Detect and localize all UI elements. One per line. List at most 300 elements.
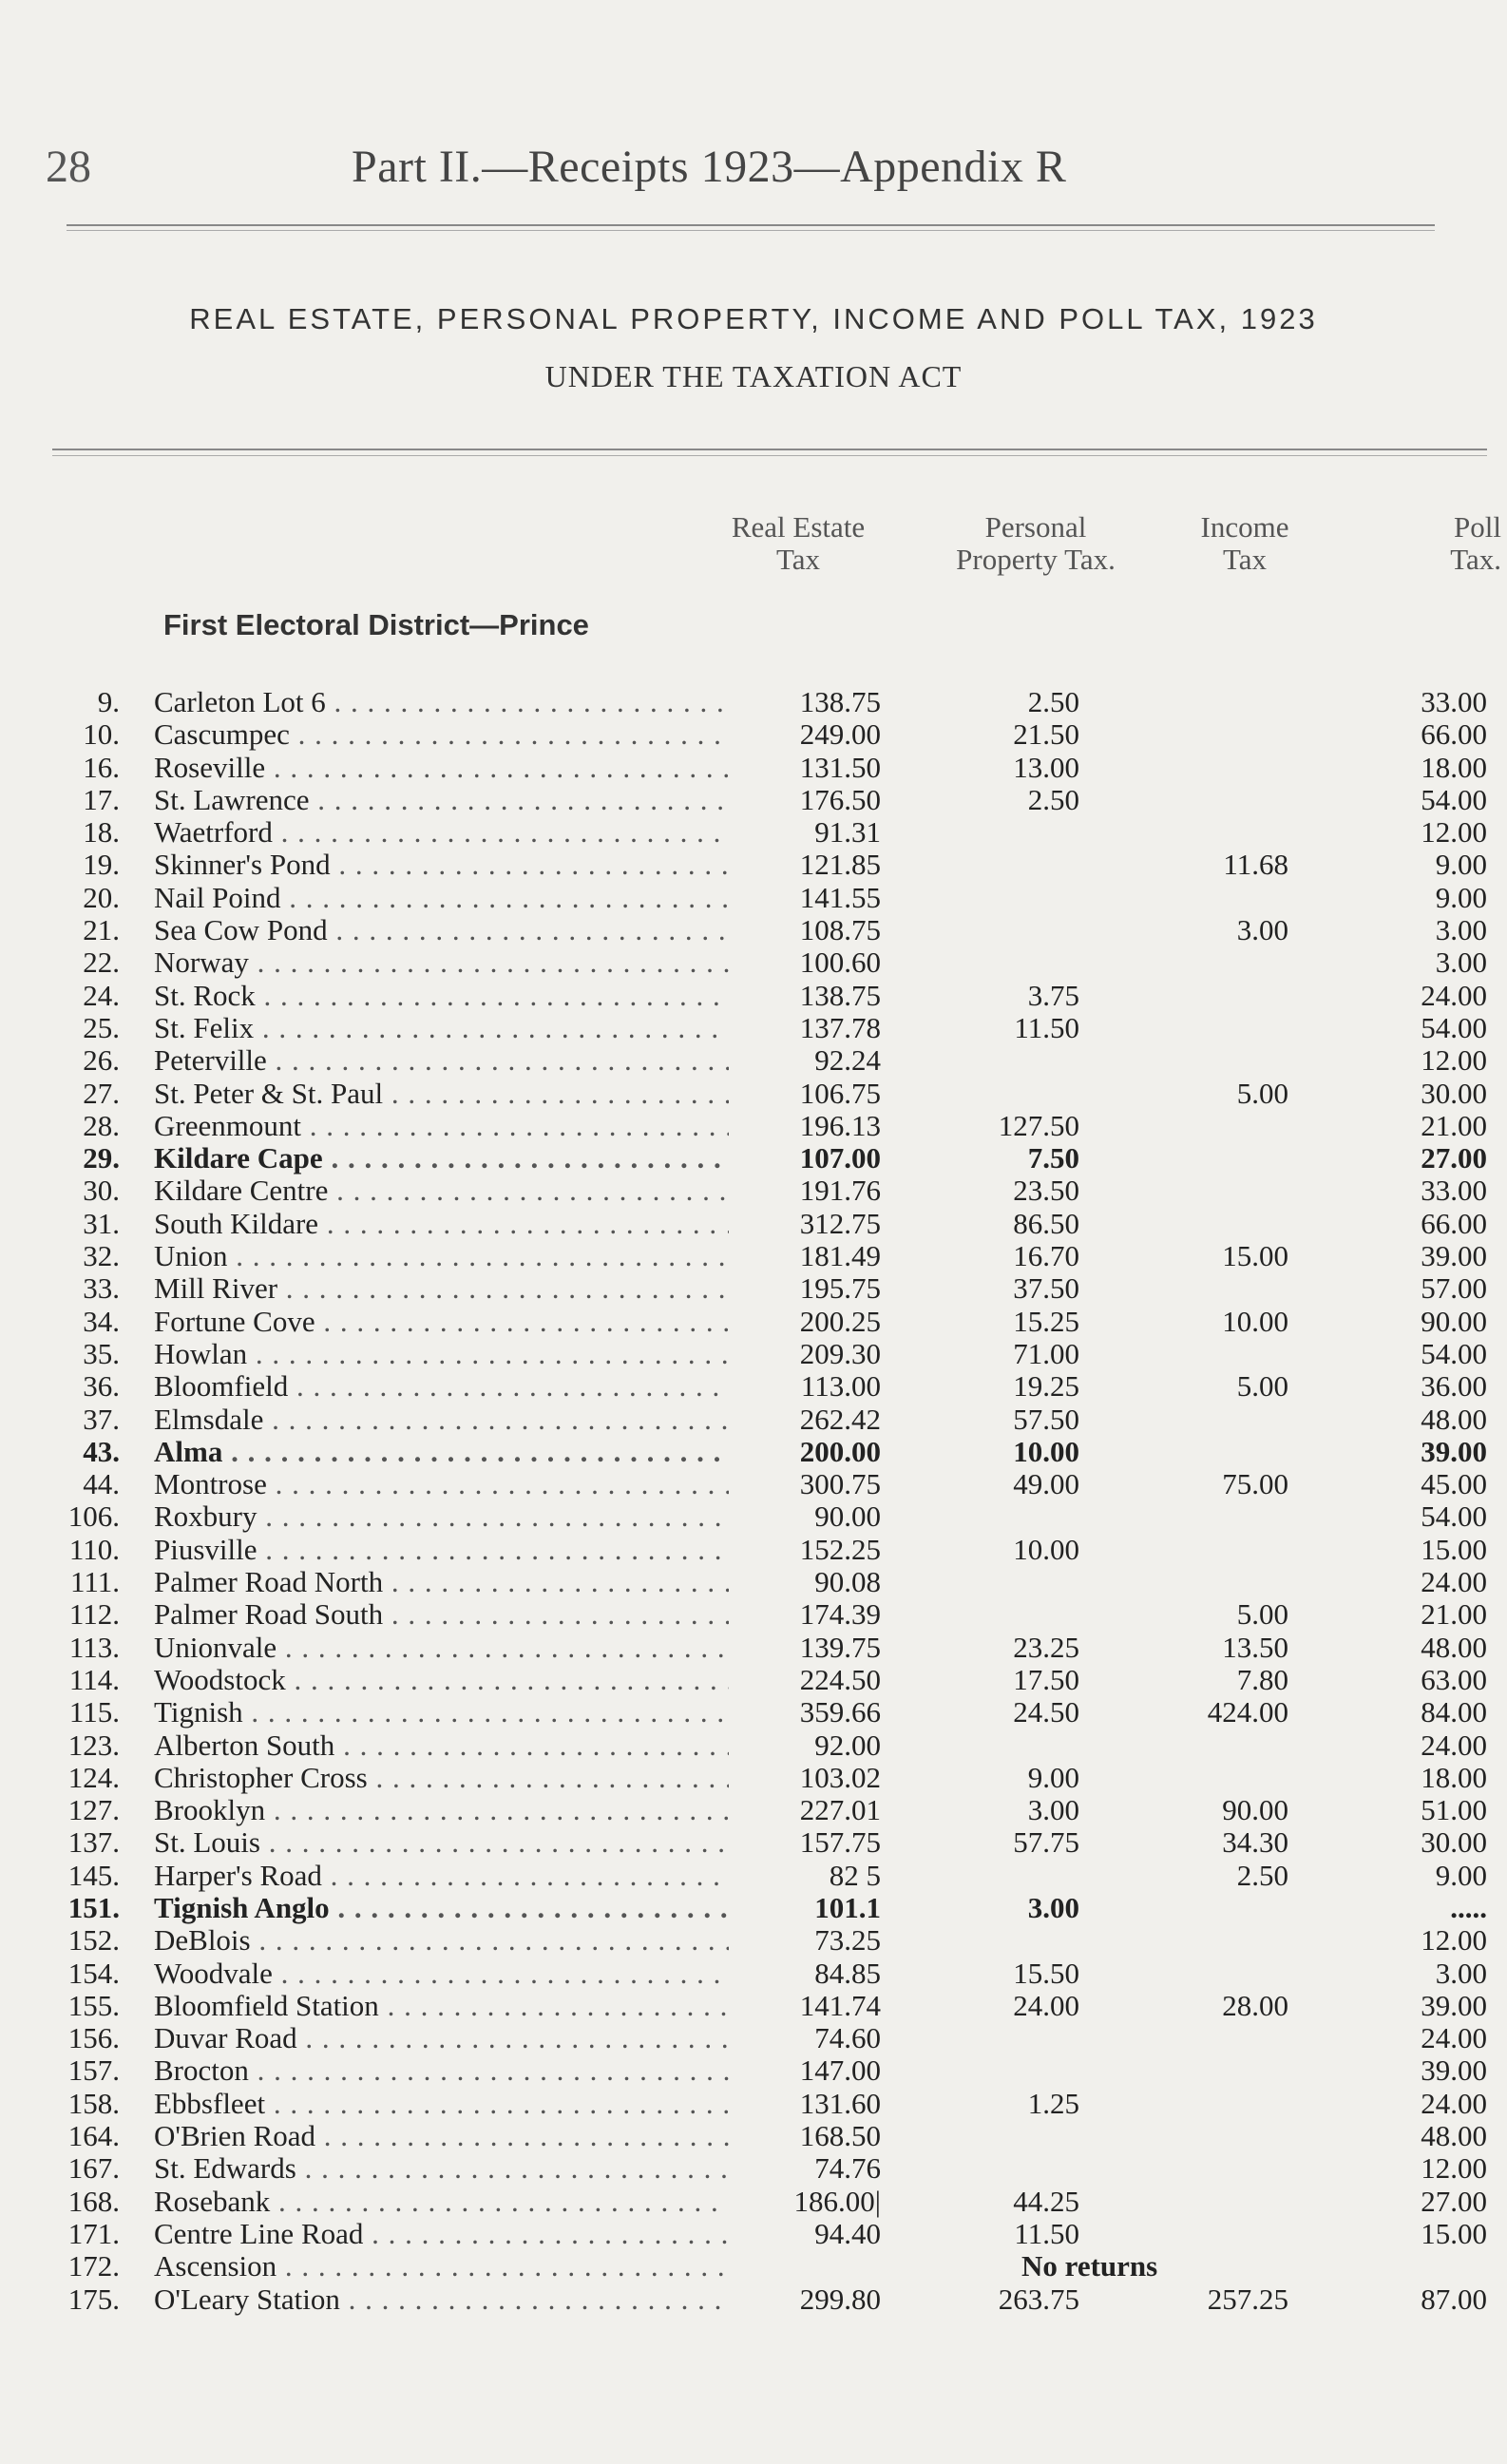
district-name: Cascumpec . . .	[154, 718, 729, 751]
real-estate-tax: 174.39	[799, 1597, 881, 1632]
row-number: 113.	[68, 1630, 120, 1664]
row-number: 36.	[83, 1369, 120, 1404]
table-row	[0, 2022, 1507, 2054]
poll-tax: 54.00	[1421, 782, 1487, 816]
row-number: 20.	[83, 880, 120, 914]
real-estate-tax: 73.25	[814, 1923, 881, 1958]
poll-tax: 54.00	[1421, 1010, 1487, 1044]
row-note: No returns	[1021, 2249, 1158, 2283]
table-row	[0, 946, 1507, 979]
row-number: 156.	[67, 2021, 120, 2055]
personal-property-tax: 37.50	[1013, 1271, 1079, 1306]
income-tax: 13.50	[1222, 1630, 1288, 1664]
row-number: 171.	[67, 2216, 120, 2250]
real-estate-tax: 103.02	[799, 1760, 881, 1794]
table-row	[0, 1110, 1507, 1142]
district-name: Brocton . . .	[154, 2054, 729, 2087]
poll-tax: 27.00	[1421, 2184, 1487, 2218]
real-estate-tax: 312.75	[799, 1206, 881, 1240]
real-estate-tax: 141.74	[799, 1988, 881, 2022]
district-name: Roxbury . . .	[154, 1500, 729, 1533]
personal-property-tax: 57.50	[1013, 1402, 1079, 1436]
section-rule-thin	[52, 455, 1487, 456]
personal-property-tax: 19.25	[1013, 1369, 1079, 1404]
poll-tax: .....	[1450, 1890, 1487, 1924]
personal-property-tax: 21.50	[1013, 717, 1079, 752]
real-estate-tax: 152.25	[799, 1532, 881, 1566]
column-header-line2: Property Tax.	[956, 543, 1116, 576]
column-header-line1: Poll	[1454, 510, 1501, 544]
district-name: Alma . . .	[154, 1436, 729, 1468]
row-number: 19.	[83, 848, 120, 882]
poll-tax: 3.00	[1435, 945, 1487, 980]
real-estate-tax: 113.00	[800, 1369, 881, 1404]
real-estate-tax: 200.00	[799, 1434, 881, 1468]
row-number: 31.	[83, 1206, 120, 1240]
poll-tax: 48.00	[1421, 2119, 1487, 2153]
district-name: Carleton Lot 6 . . .	[154, 686, 729, 718]
table-row	[0, 2088, 1507, 2120]
district-name: Brooklyn . . .	[154, 1794, 729, 1826]
real-estate-tax: 131.60	[799, 2086, 881, 2120]
table-row	[0, 1762, 1507, 1794]
row-number: 10.	[83, 717, 120, 752]
real-estate-tax: 186.00|	[793, 2184, 881, 2218]
real-estate-tax: 227.01	[799, 1793, 881, 1827]
poll-tax: 84.00	[1421, 1695, 1487, 1729]
poll-tax: 30.00	[1421, 1076, 1487, 1110]
section-rule	[52, 449, 1487, 450]
row-number: 28.	[83, 1108, 120, 1142]
personal-property-tax: 10.00	[1013, 1532, 1079, 1566]
personal-property-tax: 15.50	[1013, 1956, 1079, 1990]
row-number: 112.	[68, 1597, 120, 1632]
row-number: 9.	[97, 685, 120, 718]
row-number: 29.	[83, 1141, 120, 1175]
row-number: 164.	[67, 2119, 120, 2153]
poll-tax: 27.00	[1421, 1141, 1487, 1175]
district-name: Harper's Road . . .	[154, 1860, 729, 1892]
header-rule	[67, 224, 1435, 226]
row-number: 106.	[67, 1499, 120, 1534]
poll-tax: 48.00	[1421, 1402, 1487, 1436]
table-row	[0, 2186, 1507, 2218]
table-row	[0, 1566, 1507, 1598]
table-row	[0, 1468, 1507, 1500]
table-row	[0, 2283, 1507, 2316]
personal-property-tax: 17.50	[1013, 1662, 1079, 1696]
row-number: 25.	[83, 1010, 120, 1044]
column-header-income	[1159, 511, 1330, 576]
table-row	[0, 2218, 1507, 2250]
real-estate-tax: 195.75	[799, 1271, 881, 1306]
table-row	[0, 1306, 1507, 1338]
poll-tax: 12.00	[1421, 815, 1487, 850]
row-number: 155.	[67, 1988, 120, 2022]
column-header-line1: Personal	[984, 510, 1087, 544]
table-row	[0, 2152, 1507, 2185]
district-name: Bloomfield . . .	[154, 1370, 729, 1403]
district-name: Elmsdale . . .	[154, 1404, 729, 1436]
district-name: Union . . .	[154, 1240, 729, 1272]
table-row	[0, 1990, 1507, 2022]
poll-tax: 90.00	[1421, 1304, 1487, 1338]
row-number: 154.	[67, 1956, 120, 1990]
real-estate-tax: 196.13	[799, 1108, 881, 1142]
table-row	[0, 816, 1507, 849]
real-estate-tax: 141.55	[799, 880, 881, 914]
row-number: 26.	[83, 1043, 120, 1078]
row-number: 115.	[68, 1695, 120, 1729]
district-name: Palmer Road South . . .	[154, 1598, 729, 1631]
column-header-real-estate	[679, 511, 917, 576]
district-name: St. Felix . . .	[154, 1012, 729, 1044]
real-estate-tax: 300.75	[799, 1467, 881, 1501]
table-row	[0, 882, 1507, 914]
row-number: 18.	[83, 815, 120, 850]
real-estate-tax: 107.00	[799, 1141, 881, 1175]
personal-property-tax: 127.50	[998, 1108, 1079, 1142]
row-number: 145.	[67, 1858, 120, 1892]
poll-tax: 18.00	[1421, 750, 1487, 784]
row-number: 152.	[67, 1923, 120, 1958]
poll-tax: 39.00	[1421, 1988, 1487, 2022]
table-row	[0, 784, 1507, 816]
personal-property-tax: 7.50	[1027, 1141, 1079, 1175]
district-name: Ascension . . .	[154, 2250, 729, 2283]
income-tax: 3.00	[1236, 913, 1288, 947]
personal-property-tax: 1.25	[1027, 2086, 1079, 2120]
district-name: Skinner's Pond . . .	[154, 849, 729, 881]
row-number: 175.	[67, 2282, 120, 2316]
table-row	[0, 1826, 1507, 1859]
real-estate-tax: 147.00	[799, 2053, 881, 2088]
district-name: St. Lawrence . . .	[154, 784, 729, 816]
real-estate-tax: 92.24	[814, 1043, 881, 1078]
row-number: 30.	[83, 1174, 120, 1208]
poll-tax: 12.00	[1421, 1923, 1487, 1958]
real-estate-tax: 138.75	[799, 685, 881, 718]
income-tax: 34.30	[1222, 1825, 1288, 1860]
table-row	[0, 1598, 1507, 1631]
real-estate-tax: 138.75	[799, 978, 881, 1012]
personal-property-tax: 13.00	[1013, 750, 1079, 784]
poll-tax: 9.00	[1435, 880, 1487, 914]
real-estate-tax: 121.85	[799, 848, 881, 882]
row-number: 34.	[83, 1304, 120, 1338]
table-row	[0, 1534, 1507, 1566]
table-row	[0, 1892, 1507, 1924]
income-tax: 5.00	[1236, 1369, 1288, 1404]
poll-tax: 39.00	[1421, 1239, 1487, 1273]
poll-tax: 3.00	[1435, 1956, 1487, 1990]
real-estate-tax: 209.30	[799, 1336, 881, 1370]
poll-tax: 36.00	[1421, 1369, 1487, 1404]
district-name: Nail Poind . . .	[154, 882, 729, 914]
personal-property-tax: 86.50	[1013, 1206, 1079, 1240]
poll-tax: 87.00	[1421, 2282, 1487, 2316]
table-row	[0, 1175, 1507, 1207]
district-name: Woodvale . . .	[154, 1958, 729, 1990]
table-row	[0, 1338, 1507, 1370]
poll-tax: 54.00	[1421, 1499, 1487, 1534]
real-estate-tax: 137.78	[799, 1010, 881, 1044]
row-number: 127.	[67, 1793, 120, 1827]
row-number: 111.	[70, 1565, 120, 1599]
real-estate-tax: 74.76	[814, 2151, 881, 2186]
district-name: South Kildare . . .	[154, 1208, 729, 1240]
table-row	[0, 1924, 1507, 1957]
column-header-personal-property	[898, 511, 1173, 576]
district-name: Peterville . . .	[154, 1044, 729, 1077]
district-name: O'Leary Station . . .	[154, 2283, 729, 2316]
real-estate-tax: 91.31	[814, 815, 881, 850]
table-row	[0, 2120, 1507, 2152]
table-row	[0, 718, 1507, 751]
table-row	[0, 1272, 1507, 1305]
personal-property-tax: 15.25	[1013, 1304, 1079, 1338]
row-number: 37.	[83, 1402, 120, 1436]
row-number: 151.	[67, 1890, 120, 1924]
row-number: 24.	[83, 978, 120, 1012]
income-tax: 15.00	[1222, 1239, 1288, 1273]
table-row	[0, 1370, 1507, 1403]
personal-property-tax: 57.75	[1013, 1825, 1079, 1860]
district-name: St. Louis . . .	[154, 1826, 729, 1859]
real-estate-tax: 82 5	[829, 1858, 881, 1892]
district-name: Fortune Cove . . .	[154, 1306, 729, 1338]
personal-property-tax: 2.50	[1027, 685, 1079, 718]
real-estate-tax: 299.80	[799, 2282, 881, 2316]
table-row	[0, 1240, 1507, 1272]
poll-tax: 21.00	[1421, 1108, 1487, 1142]
section-subtitle: UNDER THE TAXATION ACT	[544, 359, 963, 393]
district-name: O'Brien Road . . .	[154, 2120, 729, 2152]
tax-table	[0, 686, 1507, 2316]
real-estate-tax: 101.1	[814, 1890, 881, 1924]
district-name: Tignish Anglo . . .	[154, 1892, 729, 1924]
column-header-line1: Real Estate	[731, 510, 866, 544]
district-name: Kildare Centre . . .	[154, 1175, 729, 1207]
real-estate-tax: 181.49	[799, 1239, 881, 1273]
real-estate-tax: 249.00	[799, 717, 881, 752]
district-name: St. Edwards . . .	[154, 2152, 729, 2185]
real-estate-tax: 100.60	[799, 945, 881, 980]
district-name: Ebbsfleet . . .	[154, 2088, 729, 2120]
row-number: 44.	[83, 1467, 120, 1501]
table-row	[0, 1044, 1507, 1077]
income-tax: 7.80	[1236, 1662, 1288, 1696]
district-name: Piusville . . .	[154, 1534, 729, 1566]
poll-tax: 63.00	[1421, 1662, 1487, 1696]
income-tax: 2.50	[1236, 1858, 1288, 1892]
row-number: 43.	[83, 1434, 120, 1468]
table-row	[0, 980, 1507, 1012]
real-estate-tax: 106.75	[799, 1076, 881, 1110]
income-tax: 10.00	[1222, 1304, 1288, 1338]
table-row	[0, 1860, 1507, 1892]
personal-property-tax: 71.00	[1013, 1336, 1079, 1370]
poll-tax: 24.00	[1421, 978, 1487, 1012]
poll-tax: 66.00	[1421, 717, 1487, 752]
poll-tax: 24.00	[1421, 2021, 1487, 2055]
district-name: DeBlois . . .	[154, 1924, 729, 1957]
district-name: Christopher Cross . . .	[154, 1762, 729, 1794]
income-tax: 75.00	[1222, 1467, 1288, 1501]
district-name: Howlan . . .	[154, 1338, 729, 1370]
row-number: 114.	[68, 1662, 120, 1696]
row-number: 21.	[83, 913, 120, 947]
real-estate-tax: 262.42	[799, 1402, 881, 1436]
district-name: Tignish . . .	[154, 1696, 729, 1729]
table-row	[0, 1208, 1507, 1240]
row-number: 172.	[67, 2249, 120, 2283]
real-estate-tax: 224.50	[799, 1662, 881, 1696]
poll-tax: 12.00	[1421, 1043, 1487, 1078]
personal-property-tax: 49.00	[1013, 1467, 1079, 1501]
page-number: 28	[46, 142, 91, 192]
poll-tax: 15.00	[1421, 1532, 1487, 1566]
column-header-line2: Tax.	[1450, 543, 1501, 576]
row-number: 123.	[67, 1728, 120, 1762]
column-header-line2: Tax	[775, 543, 821, 576]
income-tax: 424.00	[1207, 1695, 1288, 1729]
row-number: 137.	[67, 1825, 120, 1860]
row-number: 35.	[83, 1336, 120, 1370]
table-row	[0, 1500, 1507, 1533]
personal-property-tax: 24.50	[1013, 1695, 1079, 1729]
income-tax: 11.68	[1223, 848, 1288, 882]
row-number: 32.	[83, 1239, 120, 1273]
district-name: St. Rock . . .	[154, 980, 729, 1012]
personal-property-tax: 2.50	[1027, 782, 1079, 816]
row-number: 158.	[67, 2086, 120, 2120]
income-tax: 257.25	[1207, 2282, 1288, 2316]
personal-property-tax: 3.00	[1027, 1890, 1079, 1924]
district-name: St. Peter & St. Paul . . .	[154, 1078, 729, 1110]
personal-property-tax: 16.70	[1013, 1239, 1079, 1273]
poll-tax: 51.00	[1421, 1793, 1487, 1827]
column-header-line2: Tax	[1222, 543, 1268, 576]
district-name: Duvar Road . . .	[154, 2022, 729, 2054]
poll-tax: 33.00	[1421, 1174, 1487, 1208]
table-row	[0, 1436, 1507, 1468]
district-name: Sea Cow Pond . . .	[154, 914, 729, 946]
district-name: Unionvale . . .	[154, 1632, 729, 1664]
table-row	[0, 849, 1507, 881]
poll-tax: 21.00	[1421, 1597, 1487, 1632]
district-name: Greenmount . . .	[154, 1110, 729, 1142]
poll-tax: 9.00	[1435, 1858, 1487, 1892]
poll-tax: 18.00	[1421, 1760, 1487, 1794]
district-name: Alberton South . . .	[154, 1729, 729, 1762]
table-row	[0, 914, 1507, 946]
income-tax: 90.00	[1222, 1793, 1288, 1827]
district-name: Bloomfield Station . . .	[154, 1990, 729, 2022]
row-number: 168.	[67, 2184, 120, 2218]
row-number: 124.	[67, 1760, 120, 1794]
table-row	[0, 2250, 1507, 2283]
table-row	[0, 1632, 1507, 1664]
district-name: Centre Line Road . . .	[154, 2218, 729, 2250]
personal-property-tax: 3.00	[1027, 1793, 1079, 1827]
table-row	[0, 1404, 1507, 1436]
real-estate-tax: 94.40	[814, 2216, 881, 2250]
real-estate-tax: 191.76	[799, 1174, 881, 1208]
real-estate-tax: 359.66	[799, 1695, 881, 1729]
personal-property-tax: 10.00	[1013, 1434, 1079, 1468]
row-number: 110.	[68, 1532, 120, 1566]
poll-tax: 24.00	[1421, 2086, 1487, 2120]
poll-tax: 24.00	[1421, 1728, 1487, 1762]
table-row	[0, 1664, 1507, 1696]
poll-tax: 54.00	[1421, 1336, 1487, 1370]
row-number: 17.	[83, 782, 120, 816]
column-header-poll	[1383, 511, 1501, 576]
personal-property-tax: 44.25	[1013, 2184, 1079, 2218]
real-estate-tax: 74.60	[814, 2021, 881, 2055]
district-name: Waetrford . . .	[154, 816, 729, 849]
real-estate-tax: 200.25	[799, 1304, 881, 1338]
personal-property-tax: 263.75	[998, 2282, 1079, 2316]
table-row	[0, 1696, 1507, 1729]
table-row	[0, 1012, 1507, 1044]
row-number: 16.	[83, 750, 120, 784]
poll-tax: 30.00	[1421, 1825, 1487, 1860]
real-estate-tax: 108.75	[799, 913, 881, 947]
income-tax: 5.00	[1236, 1076, 1288, 1110]
poll-tax: 66.00	[1421, 1206, 1487, 1240]
real-estate-tax: 139.75	[799, 1630, 881, 1664]
district-name: Roseville . . .	[154, 752, 729, 784]
poll-tax: 9.00	[1435, 848, 1487, 882]
table-row	[0, 1729, 1507, 1762]
table-row	[0, 2054, 1507, 2087]
district-name: Kildare Cape . . .	[154, 1142, 729, 1175]
poll-tax: 3.00	[1435, 913, 1487, 947]
district-name: Palmer Road North . . .	[154, 1566, 729, 1598]
row-number: 157.	[67, 2053, 120, 2088]
real-estate-tax: 168.50	[799, 2119, 881, 2153]
income-tax: 28.00	[1222, 1988, 1288, 2022]
real-estate-tax: 90.00	[814, 1499, 881, 1534]
table-row	[0, 1794, 1507, 1826]
row-number: 33.	[83, 1271, 120, 1306]
district-name: Woodstock . . .	[154, 1664, 729, 1696]
personal-property-tax: 9.00	[1027, 1760, 1079, 1794]
column-header-line1: Income	[1200, 510, 1289, 544]
poll-tax: 33.00	[1421, 685, 1487, 718]
income-tax: 5.00	[1236, 1597, 1288, 1632]
district-name: Rosebank . . .	[154, 2186, 729, 2218]
real-estate-tax: 131.50	[799, 750, 881, 784]
real-estate-tax: 176.50	[799, 782, 881, 816]
row-number: 22.	[83, 945, 120, 980]
district-heading: First Electoral District—Prince	[163, 608, 589, 641]
district-name: Montrose . . .	[154, 1468, 729, 1500]
header-rule-thin	[67, 230, 1435, 231]
table-row	[0, 752, 1507, 784]
poll-tax: 15.00	[1421, 2216, 1487, 2250]
table-row	[0, 1078, 1507, 1110]
personal-property-tax: 23.25	[1013, 1630, 1079, 1664]
table-row	[0, 686, 1507, 718]
real-estate-tax: 84.85	[814, 1956, 881, 1990]
personal-property-tax: 23.50	[1013, 1174, 1079, 1208]
poll-tax: 39.00	[1421, 1434, 1487, 1468]
personal-property-tax: 11.50	[1014, 2216, 1079, 2250]
poll-tax: 48.00	[1421, 1630, 1487, 1664]
